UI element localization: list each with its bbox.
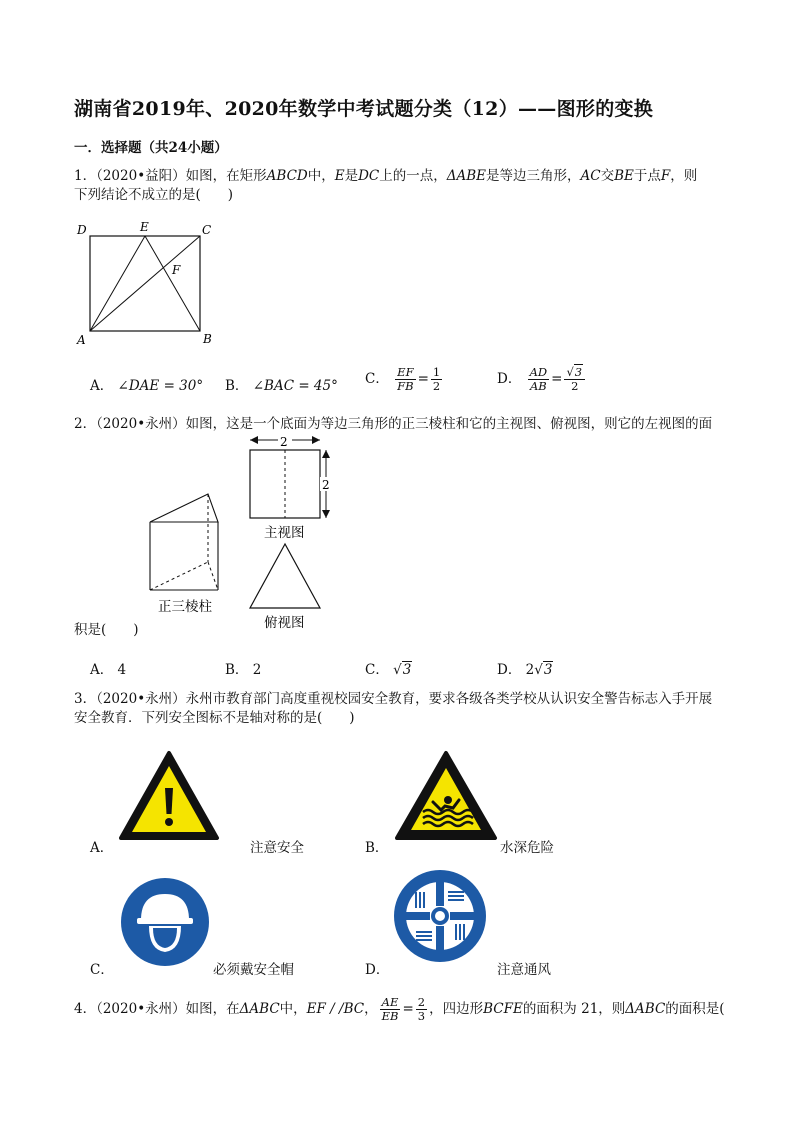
question-1-text-line2: 下列结论不成立的是( ) [74, 187, 234, 203]
segment-ae [90, 236, 145, 331]
arrow-right-icon [312, 436, 320, 444]
q2-option-d[interactable]: D． 2√3 [497, 662, 553, 678]
section-heading: 一．选择题（共24小题） [74, 140, 228, 156]
dimension-side-label: 2 [322, 478, 330, 492]
question-3-text: 3．（2020•永州）永州市教育部门高度重视校园安全教育，要求各级各类学校从认识安全警告标志入手开展 [74, 691, 713, 707]
prism-caption: 正三棱柱 [158, 599, 212, 615]
label-b: B [203, 332, 212, 346]
q1-option-a[interactable]: A． ∠DAE = 30° [90, 378, 204, 394]
q2-option-b[interactable]: B． 2 [225, 662, 262, 678]
q1-option-d[interactable]: D． $\frac{AD}{AB}$ = $\frac{√3}{2}$ [497, 366, 587, 393]
question-1-figure [70, 216, 230, 351]
caution-sign-icon [118, 750, 220, 842]
q3-option-c-caption: 必须戴安全帽 [213, 962, 294, 978]
q3-option-b-label[interactable]: B． [365, 840, 389, 856]
segment-ac [90, 236, 200, 331]
label-f: F [172, 263, 181, 277]
ventilation-sign-icon [392, 868, 488, 964]
q3-option-d-caption: 注意通风 [497, 962, 551, 978]
q1-option-b[interactable]: B． ∠BAC = 45° [225, 378, 338, 394]
arrow-down-icon [322, 510, 330, 518]
top-view-triangle [250, 544, 320, 608]
segment-be [145, 236, 200, 331]
question-1-text: 1．（2020•益阳）如图，在矩形ABCD中，E是DC上的一点，ΔABE是等边三角形，AC交BE于点F，则 [74, 168, 698, 184]
question-2-figure [140, 432, 340, 637]
arrow-left-icon [250, 436, 258, 444]
helmet-sign-icon [119, 876, 211, 968]
q1-option-c[interactable]: C． $\frac{EF}{FB}$ = $\frac{1}{2}$ [365, 365, 441, 393]
q2-option-a[interactable]: A． 4 [90, 662, 127, 678]
label-d: D [77, 223, 87, 237]
deep-water-sign-icon [393, 750, 499, 842]
question-2-text-line2: 积是( ) [74, 622, 139, 638]
top-view-caption: 俯视图 [264, 615, 305, 631]
label-a: A [77, 333, 86, 347]
question-4-text: 4．（2020•永州）如图，在ΔABC中，EF / /BC， $\frac{AE}{EB}$ = $\frac{2}{3}$ ，四边形BCFE的面积为 21，则ΔABC的面积是( [74, 995, 725, 1023]
q3-option-d-label[interactable]: D． [365, 962, 390, 978]
front-view-rect [250, 450, 320, 518]
dimension-top-label: 2 [280, 435, 288, 449]
q3-option-b-caption: 水深危险 [500, 840, 554, 856]
q3-option-a-caption: 注意安全 [250, 840, 304, 856]
label-e: E [140, 220, 149, 234]
q3-option-c-label[interactable]: C． [90, 962, 114, 978]
question-2-text: 2．（2020•永州）如图，这是一个底面为等边三角形的正三棱柱和它的主视图、俯视图，则它的左视图的面 [74, 416, 713, 432]
label-c: C [202, 223, 212, 237]
page-title: 湖南省2019年、2020年数学中考试题分类（12）——图形的变换 [74, 98, 654, 120]
q3-option-a-label[interactable]: A． [90, 840, 114, 856]
q2-option-c[interactable]: C． √3 [365, 662, 412, 678]
question-3-text-line2: 安全教育．下列安全图标不是轴对称的是( ) [74, 710, 355, 726]
front-view-caption: 主视图 [264, 525, 305, 541]
arrow-up-icon [322, 450, 330, 458]
